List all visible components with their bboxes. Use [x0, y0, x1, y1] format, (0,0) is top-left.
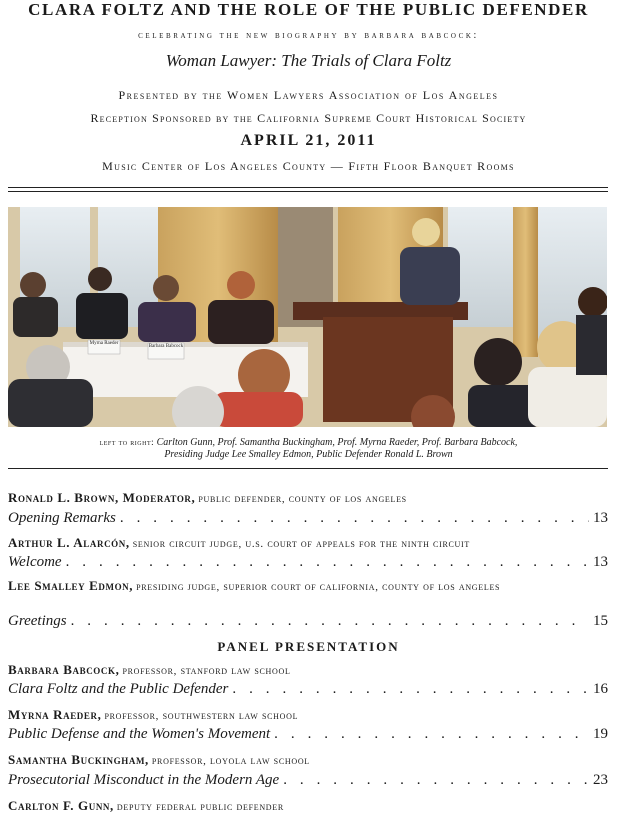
- book-title: Woman Lawyer: The Trials of Clara Foltz: [165, 51, 452, 70]
- toc-item[interactable]: [8, 726, 608, 743]
- toc-item[interactable]: [8, 554, 608, 571]
- photo-caption-2: [0, 449, 617, 461]
- toc-item[interactable]: [8, 681, 608, 698]
- toc-title: Prosecutorial Misconduct in the Modern Age: [8, 772, 280, 788]
- toc-title: Public Defense and the Women's Movement: [8, 726, 271, 742]
- speaker-heading: [8, 579, 568, 594]
- sponsored-by: Reception Sponsored by the California Supreme Court Historical Society: [90, 111, 527, 125]
- event-photo: [8, 207, 607, 427]
- speaker-name: Samantha Buckingham,: [8, 752, 149, 767]
- caption-line-1: Carlton Gunn, Prof. Samantha Buckingham, Prof. Myrna Raeder, Prof. Barbara Babcock,: [156, 437, 518, 448]
- speaker-name: Myrna Raeder,: [8, 707, 102, 722]
- event-date: APRIL 21, 2011: [240, 132, 377, 149]
- speaker-heading: [8, 798, 608, 814]
- speaker-heading: [8, 535, 608, 551]
- toc-page: 16: [593, 681, 608, 697]
- speaker-heading: [8, 752, 608, 768]
- toc-leader: [232, 681, 589, 698]
- toc-page: 23: [593, 772, 608, 788]
- toc-leader: [274, 726, 589, 743]
- caption-label: left to right:: [99, 437, 155, 447]
- subtitle: celebrating the new biography by barbara babcock:: [138, 30, 479, 41]
- toc-leader: [71, 613, 589, 630]
- speaker-role: deputy federal public defender: [116, 801, 284, 813]
- speaker-heading: [8, 662, 608, 678]
- toc-leader: [120, 510, 589, 527]
- divider-top-1: [8, 187, 608, 188]
- divider-top-2: [8, 191, 608, 192]
- speaker-role: public defender, county of los angeles: [198, 493, 407, 505]
- speaker-role: professor, southwestern law school: [104, 710, 299, 722]
- speaker-name: Lee Smalley Edmon,: [8, 578, 134, 593]
- panel-heading: PANEL PRESENTATION: [217, 639, 400, 654]
- speaker-heading: [8, 490, 608, 506]
- toc-item[interactable]: [8, 613, 608, 630]
- toc-title: Clara Foltz and the Public Defender: [8, 681, 229, 697]
- event-photo-illustration: [8, 207, 607, 427]
- name-card: Barbara Babcock: [148, 344, 184, 349]
- speaker-role: presiding judge, superior court of california, county of los angeles: [136, 581, 501, 593]
- toc-item[interactable]: [8, 510, 608, 527]
- toc-title: Opening Remarks: [8, 510, 116, 526]
- photo-caption: [0, 436, 617, 449]
- page-title: CLARA FOLTZ AND THE ROLE OF THE PUBLIC DEFENDER: [28, 0, 589, 19]
- toc-item[interactable]: [8, 772, 608, 789]
- speaker-name: Arthur L. Alarcón,: [8, 535, 130, 550]
- toc-page: 19: [593, 726, 608, 742]
- toc-title: Welcome: [8, 554, 62, 570]
- toc-leader: [66, 554, 589, 571]
- name-card: Myrna Raeder: [89, 341, 119, 346]
- speaker-name: Carlton F. Gunn,: [8, 798, 114, 813]
- speaker-name: Ronald L. Brown, Moderator,: [8, 490, 196, 505]
- toc-page: 13: [593, 554, 608, 570]
- caption-line-2: Presiding Judge Lee Smalley Edmon, Public Defender Ronald L. Brown: [164, 449, 453, 460]
- speaker-role: professor, stanford law school: [122, 665, 291, 677]
- toc-page: 15: [593, 613, 608, 629]
- venue: Music Center of Los Angeles County — Fifth Floor Banquet Rooms: [102, 159, 515, 173]
- toc-leader: [283, 772, 589, 789]
- speaker-role: senior circuit judge, u.s. court of appeals for the ninth circuit: [132, 538, 470, 550]
- toc-title: Greetings: [8, 613, 67, 629]
- speaker-heading: [8, 707, 608, 723]
- presented-by: Presented by the Women Lawyers Association of Los Angeles: [118, 88, 499, 102]
- toc-page: 13: [593, 510, 608, 526]
- speaker-role: professor, loyola law school: [151, 755, 310, 767]
- divider-mid: [8, 468, 608, 469]
- speaker-name: Barbara Babcock,: [8, 662, 120, 677]
